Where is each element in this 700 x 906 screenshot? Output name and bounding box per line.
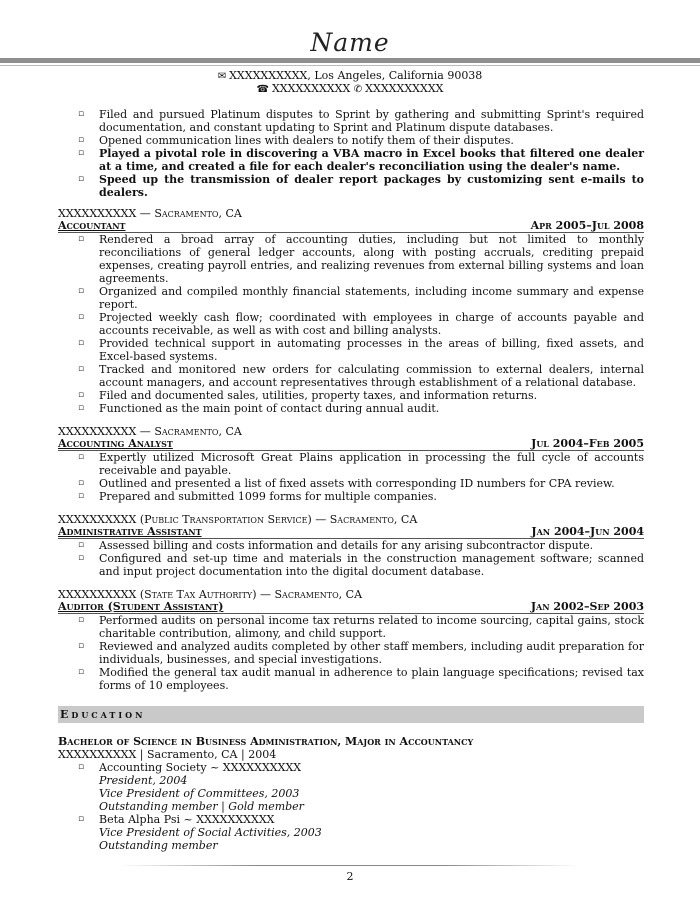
job-entry	[58, 588, 644, 692]
bullet-item: ▫ Performed audits on personal income tax returns related to income sourcing, capital gains, stock charitable contribution, alimony, and child support.	[58, 614, 644, 640]
envelope-icon: ✉	[217, 71, 227, 82]
school-line: XXXXXXXXXX | Sacramento, CA | 2004	[58, 748, 277, 761]
bullet-item: ▫ Projected weekly cash flow; coordinated with employees in charge of accounts payable and accounts receivable, as well as with cost and billing analysts.	[58, 311, 644, 337]
job-bullets	[58, 451, 644, 503]
job-entry	[58, 513, 644, 578]
employer-note: (Public Transportation Service)	[139, 513, 312, 526]
job-bullets	[58, 614, 644, 692]
bullet-item: ▫ Speed up the transmission of dealer report packages by customizing sent e-mails to dealers.	[58, 173, 644, 199]
job-title: Administrative Assistant	[58, 525, 202, 538]
resume-name: Name	[310, 28, 390, 57]
activity-detail: Vice President of Committees, 2003	[99, 787, 300, 800]
job-title-row	[58, 601, 644, 614]
job-title: Accounting Analyst	[58, 437, 173, 450]
employer-name: XXXXXXXXXX	[58, 513, 137, 526]
job-location: Sacramento, CA	[274, 588, 363, 601]
contact-phone: XXXXXXXXXX	[271, 82, 351, 95]
header-rule	[0, 58, 700, 63]
activity-detail: Outstanding member	[99, 839, 218, 852]
bullet-item: ▫ Modified the general tax audit manual in adherence to plain language specifications; revised tax forms of 10 employees.	[58, 666, 644, 692]
job-dates: Jan 2004–Jun 2004	[531, 525, 644, 538]
employer-note: (State Tax Authority)	[139, 588, 257, 601]
job-location: Sacramento, CA	[329, 513, 418, 526]
job-dates: Apr 2005–Jul 2008	[530, 219, 644, 232]
activity-item	[58, 813, 644, 852]
job-title-row	[58, 220, 644, 233]
phone-icon: ☎	[256, 84, 269, 95]
activity-name: Accounting Society ~ XXXXXXXXXX	[99, 761, 302, 774]
activities-list	[58, 761, 644, 852]
activity-item	[58, 761, 644, 813]
contact-phone-line	[0, 82, 700, 96]
bullet-item: ▫ Played a pivotal role in discovering a VBA macro in Excel books that filtered one dealer at a time, and created a file for each dealer's reconciliation using the dealer's name.	[58, 147, 644, 173]
previous-job-bullets	[58, 108, 644, 199]
bullet-item: ▫ Organized and compiled monthly financial statements, including income summary and expense report.	[58, 285, 644, 311]
job-title-row	[58, 526, 644, 539]
header-rule-thin	[0, 65, 700, 66]
bullet-item: ▫ Configured and set-up time and materials in the construction management software; scanned and input project documentation into the digital document database.	[58, 552, 644, 578]
job-dates: Jul 2004–Feb 2005	[531, 437, 644, 450]
bullet-item: ▫ Functioned as the main point of contact during annual audit.	[58, 402, 644, 415]
job-entry	[58, 425, 644, 503]
job-location: Sacramento, CA	[154, 207, 242, 220]
page-number: 2	[346, 870, 354, 883]
bullet-item: ▫ Prepared and submitted 1099 forms for multiple companies.	[58, 490, 644, 503]
activity-detail: Outstanding member | Gold member	[99, 800, 304, 813]
bullet-item: ▫ Outlined and presented a list of fixed assets with corresponding ID numbers for CPA review.	[58, 477, 644, 490]
job-title-row	[58, 438, 644, 451]
bullet-item: ▫ Rendered a broad array of accounting duties, including but not limited to monthly reconciliations of general ledger accounts, along with posting accruals, crediting prepaid expenses, creating payroll entries, and realizing revenues from external billing systems and loan agreements.	[58, 233, 644, 285]
bullet-item: ▫ Opened communication lines with dealers to notify them of their disputes.	[58, 134, 644, 147]
job-bullets	[58, 539, 644, 578]
bullet-item: ▫ Filed and pursued Platinum disputes to Sprint by gathering and submitting Sprint's required documentation, and constant updating to Sprint and Platinum dispute databases.	[58, 108, 644, 134]
education-heading: Education	[58, 706, 644, 723]
employer-name: XXXXXXXXXX	[58, 588, 137, 601]
job-bullets	[58, 233, 644, 415]
bullet-item: ▫ Reviewed and analyzed audits completed by other staff members, including audit preparation for individuals, businesses, and special investigations.	[58, 640, 644, 666]
employer-line: XXXXXXXXXX — Sacramento, CA	[58, 207, 242, 220]
bullet-item: ▫ Tracked and monitored new orders for calculating commission to external dealers, internal account managers, and account representatives through establishment of a relational database.	[58, 363, 644, 389]
experience-list	[58, 207, 644, 692]
job-title: Accountant	[58, 219, 126, 232]
job-location: Sacramento, CA	[154, 425, 242, 438]
bullet-item: ▫ Provided technical support in automating processes in the areas of billing, fixed assets, and Excel-based systems.	[58, 337, 644, 363]
degree: Bachelor of Science in Business Administration, Major in Accountancy	[58, 735, 474, 748]
activity-detail: Vice President of Social Activities, 2003	[99, 826, 322, 839]
contact-mobile: XXXXXXXXXX	[365, 82, 444, 95]
bullet-item: ▫ Filed and documented sales, utilities, property taxes, and information returns.	[58, 389, 644, 402]
contact-address: XXXXXXXXXX, Los Angeles, California 90038	[229, 69, 483, 82]
resume-body	[58, 108, 644, 852]
job-title: Auditor (Student Assistant)	[58, 600, 224, 613]
bullet-item: ▫ Expertly utilized Microsoft Great Plains application in processing the full cycle of accounts receivable and payable.	[58, 451, 644, 477]
mobile-icon: ✆	[353, 84, 363, 95]
employer-line: XXXXXXXXXX — Sacramento, CA	[58, 425, 242, 438]
activity-name: Beta Alpha Psi ~ XXXXXXXXXX	[99, 813, 275, 826]
job-dates: Jan 2002–Sep 2003	[530, 600, 644, 613]
employer-name: XXXXXXXXXX	[58, 207, 137, 220]
job-entry	[58, 207, 644, 415]
employer-name: XXXXXXXXXX	[58, 425, 137, 438]
employer-line: XXXXXXXXXX (Public Transportation Service) — Sacramento, CA	[58, 513, 418, 526]
contact-address-line	[0, 69, 700, 83]
bullet-item: ▫ Assessed billing and costs information and details for any arising subcontractor dispute.	[58, 539, 644, 552]
footer-rule	[120, 865, 580, 866]
activity-detail: President, 2004	[99, 774, 188, 787]
employer-line: XXXXXXXXXX (State Tax Authority) — Sacramento, CA	[58, 588, 363, 601]
